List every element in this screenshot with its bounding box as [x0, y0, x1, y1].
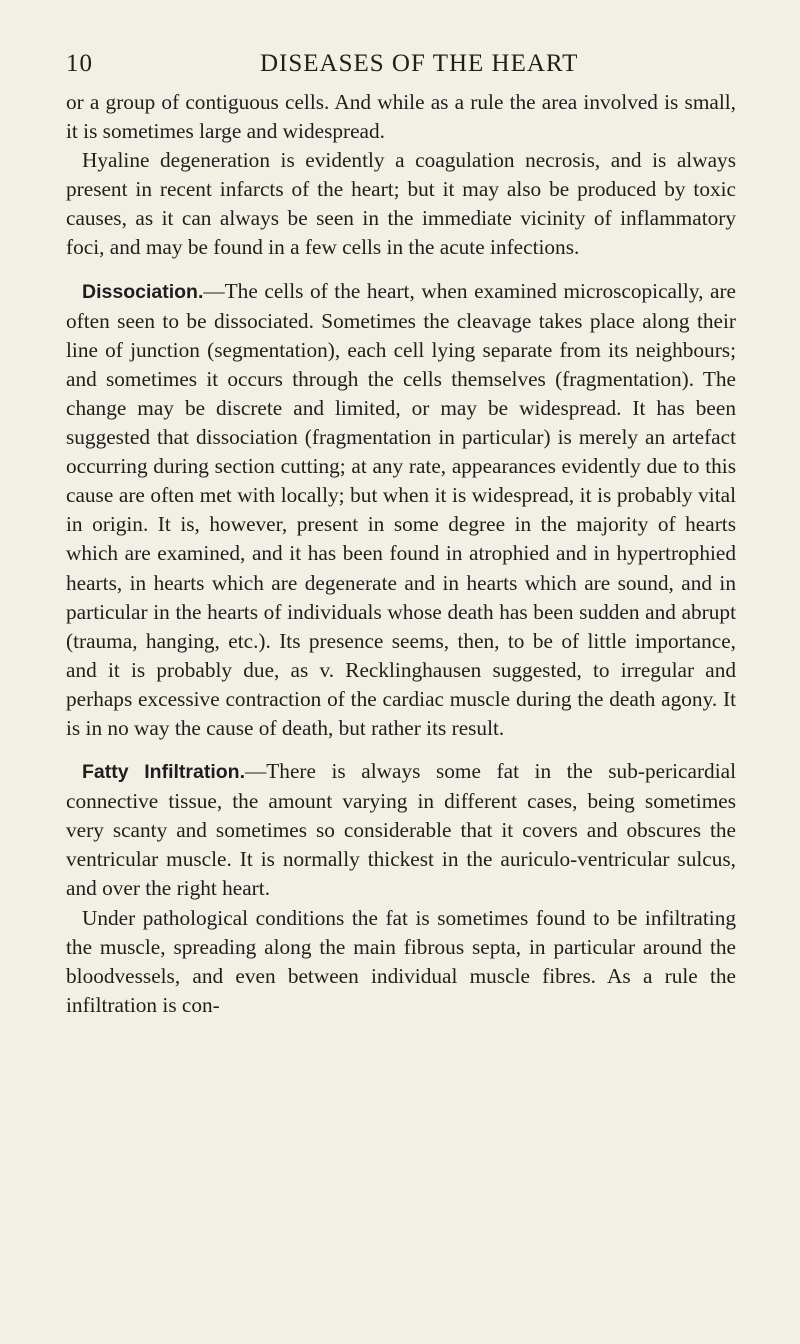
section-fatty-infiltration — [66, 757, 736, 903]
paragraph-continuation: or a group of contiguous cells. And while as a rule the area involved is small, it is sometimes large and widespread. — [66, 90, 736, 144]
paragraph-hyaline-degeneration: Hyaline degeneration is evidently a coagulation necrosis, and is always present in recent infarcts of the heart; but it may also be produced by toxic causes, as it can always be seen in the immediate vicinity of inflammatory foci, and may be found in a few cells in the acute infections. — [66, 148, 736, 260]
section-dissociation — [66, 277, 736, 744]
running-title: DISEASES OF THE HEART — [260, 50, 579, 77]
page-number: 10 — [66, 50, 93, 77]
paragraph-pathological-conditions: Under pathological conditions the fat is sometimes found to be infiltrating the muscle, spreading along the main fibrous septa, in particular around the bloodvessels, and even between individual muscle fibres. As a rule the infiltration is con- — [66, 905, 736, 1017]
section-text-dissociation: —The cells of the heart, when examined microscopically, are often seen to be dissociated. Sometimes the cleavage takes place along their line of junction (segmentation), each cell lying separate from its neighbours; and sometimes it occurs through the cells themselves (fragmentation). The change may be discrete and limited, or may be widespread. It has been suggested that dissociation (fragmentation in particular) is merely an artefact occurring during section cutting; at any rate, appearances evidently due to this cause are often met with locally; but when it is widespread, it is probably vital in origin. It is, however, present in some degree in the majority of hearts which are examined, and it has been found in atrophied and in hypertrophied hearts, in hearts which are degenerate and in hearts which are sound, and in particular in the hearts of individuals whose death has been sudden and abrupt (trauma, hanging, etc.). Its presence seems, then, to be of little importance, and it is probably due, as v. Recklinghausen suggested, to irregular and perhaps excessive contraction of the cardiac muscle during the death agony. It is in no way the cause of death, but rather its result. — [66, 278, 736, 740]
running-head — [66, 48, 736, 88]
section-heading-fatty-infiltration: Fatty Infiltration. — [82, 761, 245, 784]
section-text-fatty-infiltration: —There is always some fat in the sub-pericardial connective tissue, the amount varying in different cases, being sometimes very scanty and sometimes so considerable that it covers and obscures the ventricular muscle. It is normally thickest in the auriculo-ventricular sulcus, and over the right heart. — [66, 759, 736, 901]
book-page — [66, 48, 736, 1020]
section-heading-dissociation: Dissociation. — [82, 280, 204, 303]
